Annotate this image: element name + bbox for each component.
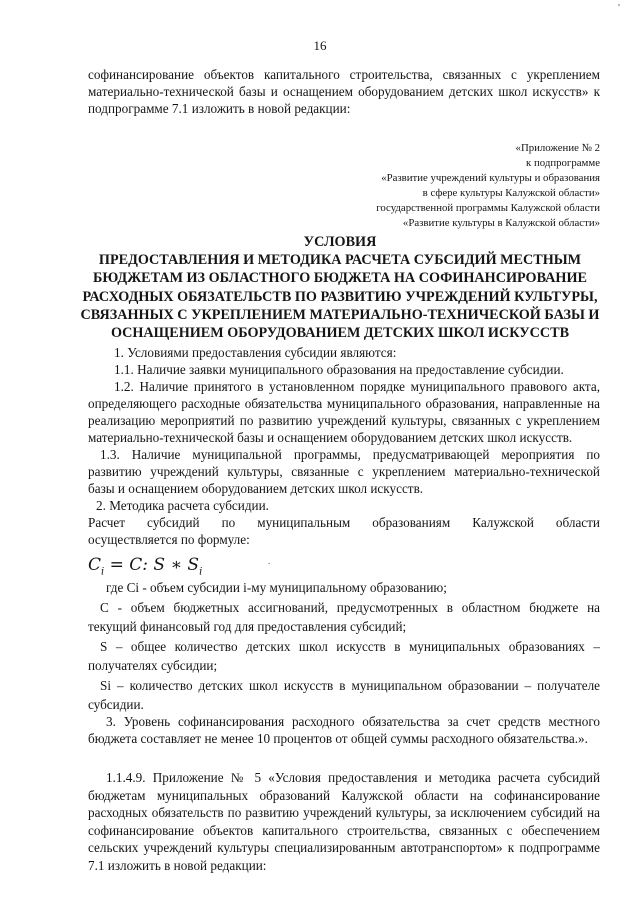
annex-line: государственной программы Калужской области: [376, 202, 600, 214]
paragraph-1-3-line: базы и оснащением оборудованием детских школ искусств.: [88, 481, 424, 496]
annex-line: «Развитие культуры в Калужской области»: [402, 217, 600, 229]
paragraph-2-text-line: Расчет субсидий по муниципальным образованиям Калужской области: [88, 515, 600, 530]
paragraph-1-1-4-9: [88, 769, 600, 874]
title-line: ПРЕДОСТАВЛЕНИЯ И МЕТОДИКА РАСЧЕТА СУБСИДИЙ МЕСТНЫМ: [98, 252, 582, 269]
paragraph-1-2-line: материально-технической базы и оснащением оборудованием детских школ искусств.: [88, 430, 573, 445]
title-line: БЮДЖЕТАМ ИЗ ОБЛАСТНОГО БЮДЖЕТА НА СОФИНАНСИРОВАНИЕ: [93, 270, 587, 287]
definition-c-line: С - объем бюджетных ассигнований, предусмотренных в областном бюджете на: [100, 599, 600, 615]
section-3: [88, 713, 600, 747]
formula-rhs: = C: S ∗ S: [109, 555, 200, 575]
paragraph-1-3-line: 1.3. Наличие муниципальной программы, предусматривающей мероприятия по: [100, 447, 600, 462]
definition-ci: где Ci - объем субсидии i-му муниципальному образованию;: [106, 580, 447, 595]
paragraph-1-1-4-9-line: сельских учреждений культуры специализированным автотранспортом» к подпрограмме: [88, 840, 600, 855]
paragraph-1-2-line: реализацию мероприятий по развитию учреждений культуры, связанных с укреплением: [88, 413, 600, 428]
paragraph-1-1-4-9-line: расходных обязательств по развитию учреждений культуры, за исключением субсидий на: [88, 805, 600, 820]
title-line: РАСХОДНЫХ ОБЯЗАТЕЛЬСТВ ПО РАЗВИТИЮ УЧРЕЖДЕНИЙ КУЛЬТУРЫ,: [82, 288, 598, 305]
intro-paragraph: [88, 66, 600, 117]
paragraph-1-2-line: 1.2. Наличие принятого в установленном порядке муниципального правового акта,: [114, 379, 600, 394]
paragraph-3-line: 3. Уровень софинансирования расходного обязательства за счет средств местного: [106, 714, 600, 729]
paragraph-1-1: 1.1. Наличие заявки муниципального образования на предоставление субсидии.: [114, 362, 564, 377]
formula-lhs-sub: i: [101, 566, 105, 578]
annex-line: «Развитие учреждений культуры и образования: [381, 172, 600, 184]
formula-lhs: C: [88, 555, 102, 575]
paragraph-1-3-line: развитию учреждений культуры, связанные с укреплением материально-технической: [88, 464, 600, 479]
formula-rhs-sub: i: [199, 566, 203, 578]
definition-s-line: S – общее количество детских школ искусств в муниципальных образованиях –: [100, 638, 600, 654]
annex-line: «Приложение № 2: [515, 142, 600, 154]
title-line: СВЯЗАННЫХ С УКРЕПЛЕНИЕМ МАТЕРИАЛЬНО-ТЕХНИЧЕСКОЙ БАЗЫ И: [80, 306, 600, 323]
title-line: УСЛОВИЯ: [303, 234, 377, 250]
text-line: материально-технической базы и оснащением оборудованием детских школ искусств» к: [88, 84, 600, 99]
paragraph-1-1-4-9-line: софинансирование объектов капитального строительства, связанных с обеспечением: [88, 822, 600, 838]
section-1: [88, 344, 600, 548]
paragraph-2: 2. Методика расчета субсидии.: [96, 498, 269, 513]
text-line: софинансирование объектов капитального строительства, связанных с укреплением: [88, 67, 600, 82]
paragraph-1-1-4-9-line: 7.1 изложить в новой редакции:: [88, 857, 267, 873]
paragraph-1-1-4-9-line: 1.1.4.9. Приложение № 5 «Условия предоставления и методика расчета субсидий: [106, 770, 600, 785]
definition-s-line: получателях субсидии;: [88, 658, 218, 673]
annex-line: в сфере культуры Калужской области»: [422, 187, 600, 199]
annex-reference: [300, 141, 600, 231]
definition-si-line: Si – количество детских школ искусств в муниципальном образовании – получателе: [100, 677, 600, 693]
text-line: подпрограмме 7.1 изложить в новой редакции:: [88, 101, 351, 116]
definition-c-line: текущий финансовый год для предоставления субсидий;: [88, 619, 407, 634]
corner-mark: ': [618, 2, 620, 14]
page-number: 16: [313, 38, 327, 53]
paragraph-2-text-line: осуществляется по формуле:: [88, 532, 250, 547]
paragraph-1-2-line: определяющего расходные обязательства муниципального образования, направленные на: [88, 396, 600, 411]
subsidy-formula: [88, 555, 202, 577]
title-line: ОСНАЩЕНИЕМ ОБОРУДОВАНИЕМ ДЕТСКИХ ШКОЛ ИСКУССТВ: [110, 325, 570, 342]
paragraph-3-line: бюджета составляет не менее 10 процентов от общей суммы расходного обязательства.».: [88, 731, 588, 746]
paragraph-1-1-4-9-line: бюджетам муниципальных образований Калужской области на софинансирование: [88, 787, 600, 803]
document-title: [60, 233, 620, 342]
annex-line: к подпрограмме: [526, 157, 600, 169]
definitions: [88, 578, 600, 715]
formula-mark: .: [268, 556, 271, 566]
paragraph-1: 1. Условиями предоставления субсидии являются:: [114, 345, 397, 360]
definition-si-line: субсидии.: [88, 697, 144, 712]
